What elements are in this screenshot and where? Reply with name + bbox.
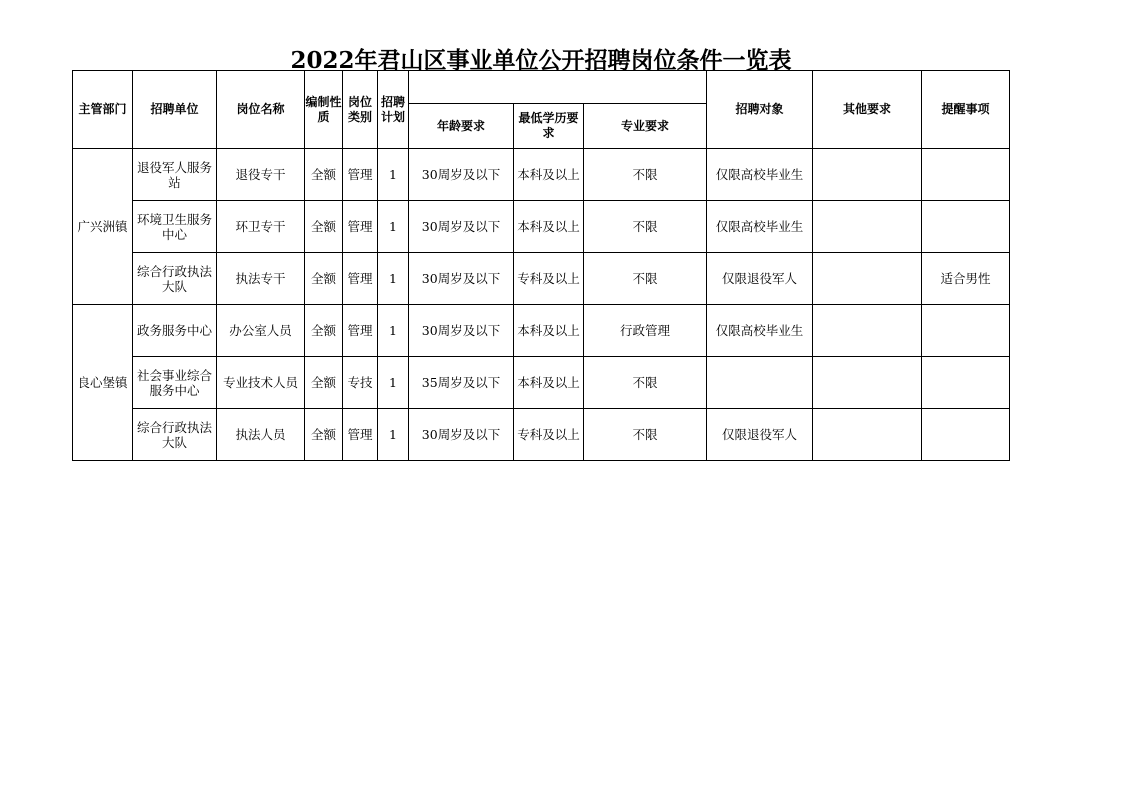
edu-cell: 专科及以上 xyxy=(514,409,584,461)
unit-cell: 政务服务中心 xyxy=(133,305,217,357)
edu-cell: 本科及以上 xyxy=(514,201,584,253)
table-row xyxy=(73,149,1010,201)
edu-cell: 本科及以上 xyxy=(514,357,584,409)
nature-cell: 全额 xyxy=(305,201,343,253)
dept-cell: 广兴洲镇 xyxy=(73,149,133,305)
unit-cell: 综合行政执法大队 xyxy=(133,409,217,461)
nature-cell: 全额 xyxy=(305,409,343,461)
post-cell: 执法专干 xyxy=(217,253,305,305)
unit-cell: 环境卫生服务中心 xyxy=(133,201,217,253)
other-cell xyxy=(813,409,922,461)
post-cell: 执法人员 xyxy=(217,409,305,461)
major-cell: 不限 xyxy=(584,409,707,461)
nature-cell: 全额 xyxy=(305,305,343,357)
header-plan: 招聘计划 xyxy=(378,71,409,149)
target-cell: 仅限高校毕业生 xyxy=(707,149,813,201)
header-age: 年龄要求 xyxy=(409,104,514,149)
table-row xyxy=(73,201,1010,253)
remind-cell xyxy=(922,409,1010,461)
age-cell: 30周岁及以下 xyxy=(409,149,514,201)
header-target: 招聘对象 xyxy=(707,71,813,149)
age-cell: 30周岁及以下 xyxy=(409,253,514,305)
age-cell: 35周岁及以下 xyxy=(409,357,514,409)
header-dept: 主管部门 xyxy=(73,71,133,149)
age-cell: 30周岁及以下 xyxy=(409,409,514,461)
header-major: 专业要求 xyxy=(584,104,707,149)
post-cell: 办公室人员 xyxy=(217,305,305,357)
nature-cell: 全额 xyxy=(305,149,343,201)
header-edu: 最低学历要求 xyxy=(514,104,584,149)
table-row xyxy=(73,305,1010,357)
unit-cell: 社会事业综合服务中心 xyxy=(133,357,217,409)
category-cell: 专技 xyxy=(343,357,378,409)
category-cell: 管理 xyxy=(343,409,378,461)
other-cell xyxy=(813,357,922,409)
major-cell: 不限 xyxy=(584,357,707,409)
nature-cell: 全额 xyxy=(305,253,343,305)
post-cell: 专业技术人员 xyxy=(217,357,305,409)
remind-cell xyxy=(922,305,1010,357)
unit-cell: 退役军人服务站 xyxy=(133,149,217,201)
major-cell: 行政管理 xyxy=(584,305,707,357)
plan-cell: 1 xyxy=(378,305,409,357)
other-cell xyxy=(813,253,922,305)
target-cell: 仅限高校毕业生 xyxy=(707,305,813,357)
edu-cell: 本科及以上 xyxy=(514,305,584,357)
post-cell: 退役专干 xyxy=(217,149,305,201)
unit-cell: 综合行政执法大队 xyxy=(133,253,217,305)
category-cell: 管理 xyxy=(343,201,378,253)
nature-cell: 全额 xyxy=(305,357,343,409)
target-cell: 仅限退役军人 xyxy=(707,253,813,305)
remind-cell xyxy=(922,357,1010,409)
age-cell: 30周岁及以下 xyxy=(409,201,514,253)
plan-cell: 1 xyxy=(378,409,409,461)
other-cell xyxy=(813,201,922,253)
major-cell: 不限 xyxy=(584,201,707,253)
other-cell xyxy=(813,149,922,201)
remind-cell xyxy=(922,201,1010,253)
header-unit: 招聘单位 xyxy=(133,71,217,149)
table-row xyxy=(73,409,1010,461)
post-cell: 环卫专干 xyxy=(217,201,305,253)
header-nature: 编制性质 xyxy=(305,71,343,149)
edu-cell: 专科及以上 xyxy=(514,253,584,305)
plan-cell: 1 xyxy=(378,253,409,305)
target-cell xyxy=(707,357,813,409)
major-cell: 不限 xyxy=(584,149,707,201)
remind-cell: 适合男性 xyxy=(922,253,1010,305)
target-cell: 仅限高校毕业生 xyxy=(707,201,813,253)
category-cell: 管理 xyxy=(343,305,378,357)
plan-cell: 1 xyxy=(378,357,409,409)
age-cell: 30周岁及以下 xyxy=(409,305,514,357)
plan-cell: 1 xyxy=(378,149,409,201)
header-post: 岗位名称 xyxy=(217,71,305,149)
header-conditions-group xyxy=(409,71,707,104)
page-title: 2022年君山区事业单位公开招聘岗位条件一览表 xyxy=(290,47,792,74)
remind-cell xyxy=(922,149,1010,201)
recruitment-table xyxy=(72,70,1010,461)
header-category: 岗位类别 xyxy=(343,71,378,149)
category-cell: 管理 xyxy=(343,149,378,201)
plan-cell: 1 xyxy=(378,201,409,253)
other-cell xyxy=(813,305,922,357)
dept-cell: 良心堡镇 xyxy=(73,305,133,461)
category-cell: 管理 xyxy=(343,253,378,305)
header-other: 其他要求 xyxy=(813,71,922,149)
header-remind: 提醒事项 xyxy=(922,71,1010,149)
table-row xyxy=(73,357,1010,409)
edu-cell: 本科及以上 xyxy=(514,149,584,201)
target-cell: 仅限退役军人 xyxy=(707,409,813,461)
major-cell: 不限 xyxy=(584,253,707,305)
table-row xyxy=(73,253,1010,305)
